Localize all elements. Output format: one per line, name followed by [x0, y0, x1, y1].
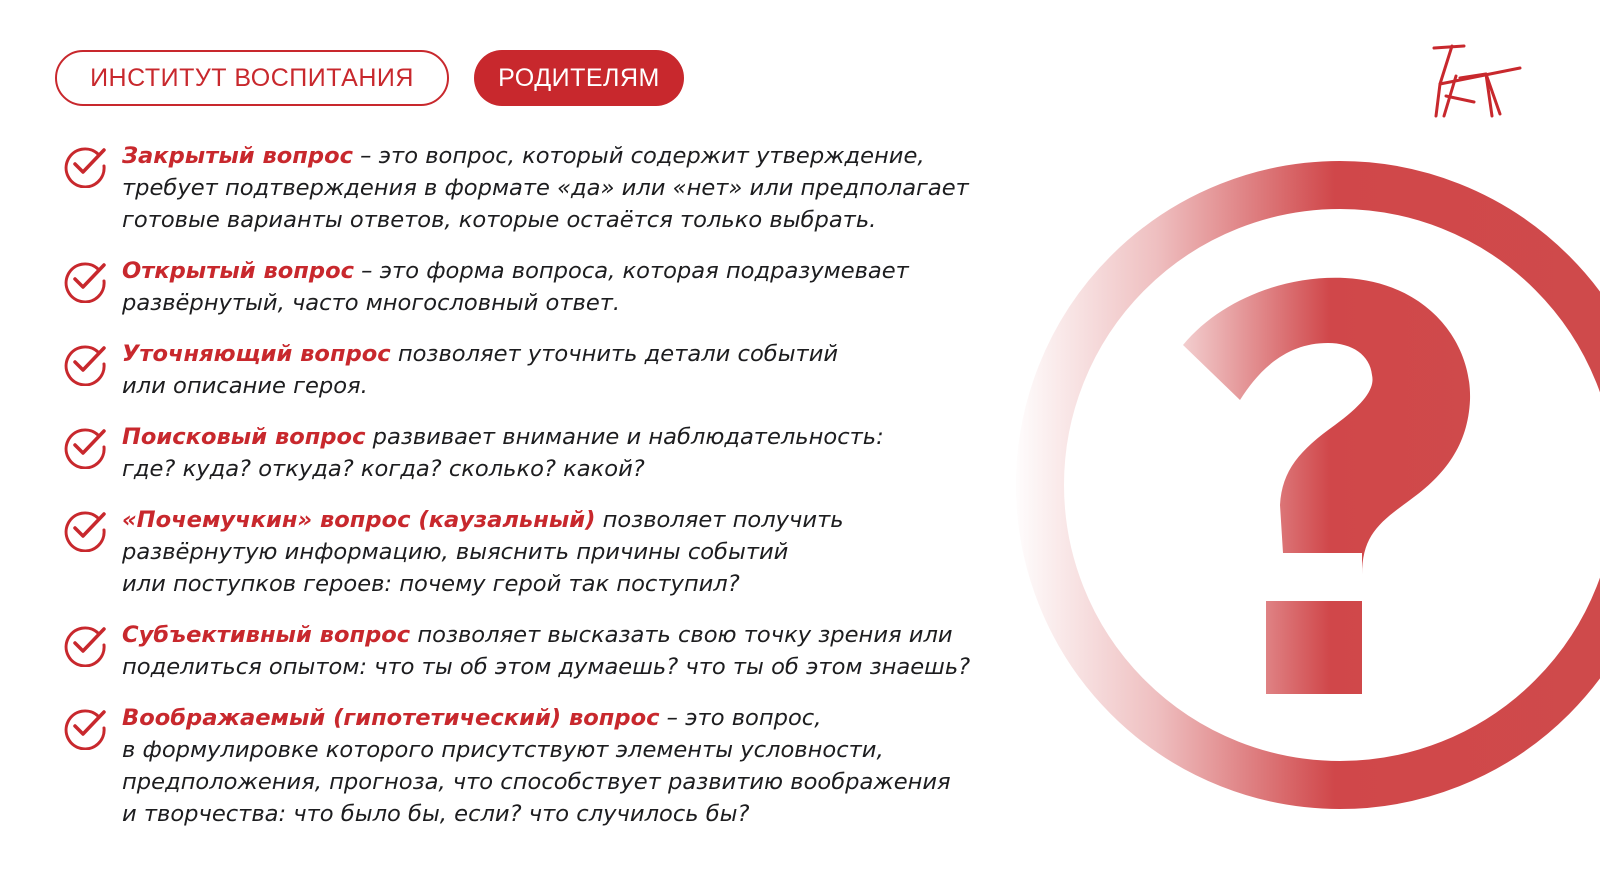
list-item — [62, 702, 1102, 830]
item-description: развёрнутую информацию, выяснить причины событий — [122, 539, 789, 565]
item-text — [122, 255, 1102, 319]
item-line — [122, 568, 1102, 600]
list-item — [62, 504, 1102, 600]
item-line — [122, 453, 1102, 485]
item-description: – это вопрос, — [659, 705, 822, 731]
item-term: Воображаемый (гипотетический) вопрос — [122, 705, 660, 731]
item-description: в формулировке которого присутствуют элементы условности, — [122, 737, 884, 763]
checkmark-circle-icon — [62, 142, 108, 188]
item-line — [122, 140, 1102, 172]
list-item — [62, 255, 1102, 319]
checkmark-circle-icon — [62, 340, 108, 386]
checkmark-circle-icon — [62, 621, 108, 667]
item-term: Уточняющий вопрос — [122, 341, 391, 367]
item-term: Закрытый вопрос — [122, 143, 353, 169]
list-item — [62, 338, 1102, 402]
item-line — [122, 338, 1102, 370]
institute-label: ИНСТИТУТ ВОСПИТАНИЯ — [90, 63, 414, 92]
item-line — [122, 702, 1102, 734]
checkmark-circle-icon — [62, 257, 108, 303]
item-description: поделиться опытом: что ты об этом думаешь? что ты об этом знаешь? — [122, 654, 971, 680]
item-line — [122, 619, 1102, 651]
item-line — [122, 421, 1102, 453]
item-term: «Почемучкин» вопрос (каузальный) — [122, 507, 596, 533]
item-description: позволяет получить — [595, 507, 844, 533]
item-description: развёрнутый, часто многословный ответ. — [122, 290, 621, 316]
institute-pill[interactable] — [55, 50, 449, 106]
item-description: требует подтверждения в формате «да» или «нет» или предполагает — [122, 175, 969, 201]
item-term: Поисковый вопрос — [122, 424, 366, 450]
item-description: – это вопрос, который содержит утверждение, — [352, 143, 925, 169]
item-line — [122, 255, 1102, 287]
item-text — [122, 619, 1102, 683]
item-description: или поступков героев: почему герой так поступил? — [122, 571, 740, 597]
item-description: предположения, прогноза, что способствует развитию воображения — [122, 769, 951, 795]
item-text — [122, 140, 1102, 236]
item-text — [122, 702, 1102, 830]
item-description: где? куда? откуда? когда? сколько? какой? — [122, 456, 645, 482]
item-description: и творчества: что было бы, если? что случилось бы? — [122, 801, 750, 827]
parents-label: РОДИТЕЛЯМ — [498, 63, 660, 92]
item-description: позволяет уточнить детали событий — [390, 341, 839, 367]
item-line — [122, 734, 1102, 766]
item-line — [122, 287, 1102, 319]
question-mark-icon — [1183, 278, 1470, 694]
chair-logo-icon — [1430, 42, 1524, 122]
checkmark-circle-icon — [62, 423, 108, 469]
item-line — [122, 204, 1102, 236]
item-line — [122, 172, 1102, 204]
list-item — [62, 421, 1102, 485]
item-line — [122, 651, 1102, 683]
item-description: – это форма вопроса, которая подразумевает — [353, 258, 909, 284]
question-ring — [1040, 185, 1600, 785]
checkmark-circle-icon — [62, 506, 108, 552]
item-line — [122, 766, 1102, 798]
checkmark-circle-icon — [62, 704, 108, 750]
item-line — [122, 798, 1102, 830]
item-line — [122, 370, 1102, 402]
parents-pill[interactable] — [474, 50, 684, 106]
item-term: Открытый вопрос — [122, 258, 354, 284]
item-term: Субъективный вопрос — [122, 622, 411, 648]
item-text — [122, 338, 1102, 402]
list-item — [62, 619, 1102, 683]
item-description: готовые варианты ответов, которые остаётся только выбрать. — [122, 207, 877, 233]
list-item — [62, 140, 1102, 236]
item-line — [122, 504, 1102, 536]
item-text — [122, 504, 1102, 600]
item-description: позволяет высказать свою точку зрения или — [410, 622, 953, 648]
item-description: развивает внимание и наблюдательность: — [365, 424, 884, 450]
item-text — [122, 421, 1102, 485]
item-line — [122, 536, 1102, 568]
item-description: или описание героя. — [122, 373, 368, 399]
